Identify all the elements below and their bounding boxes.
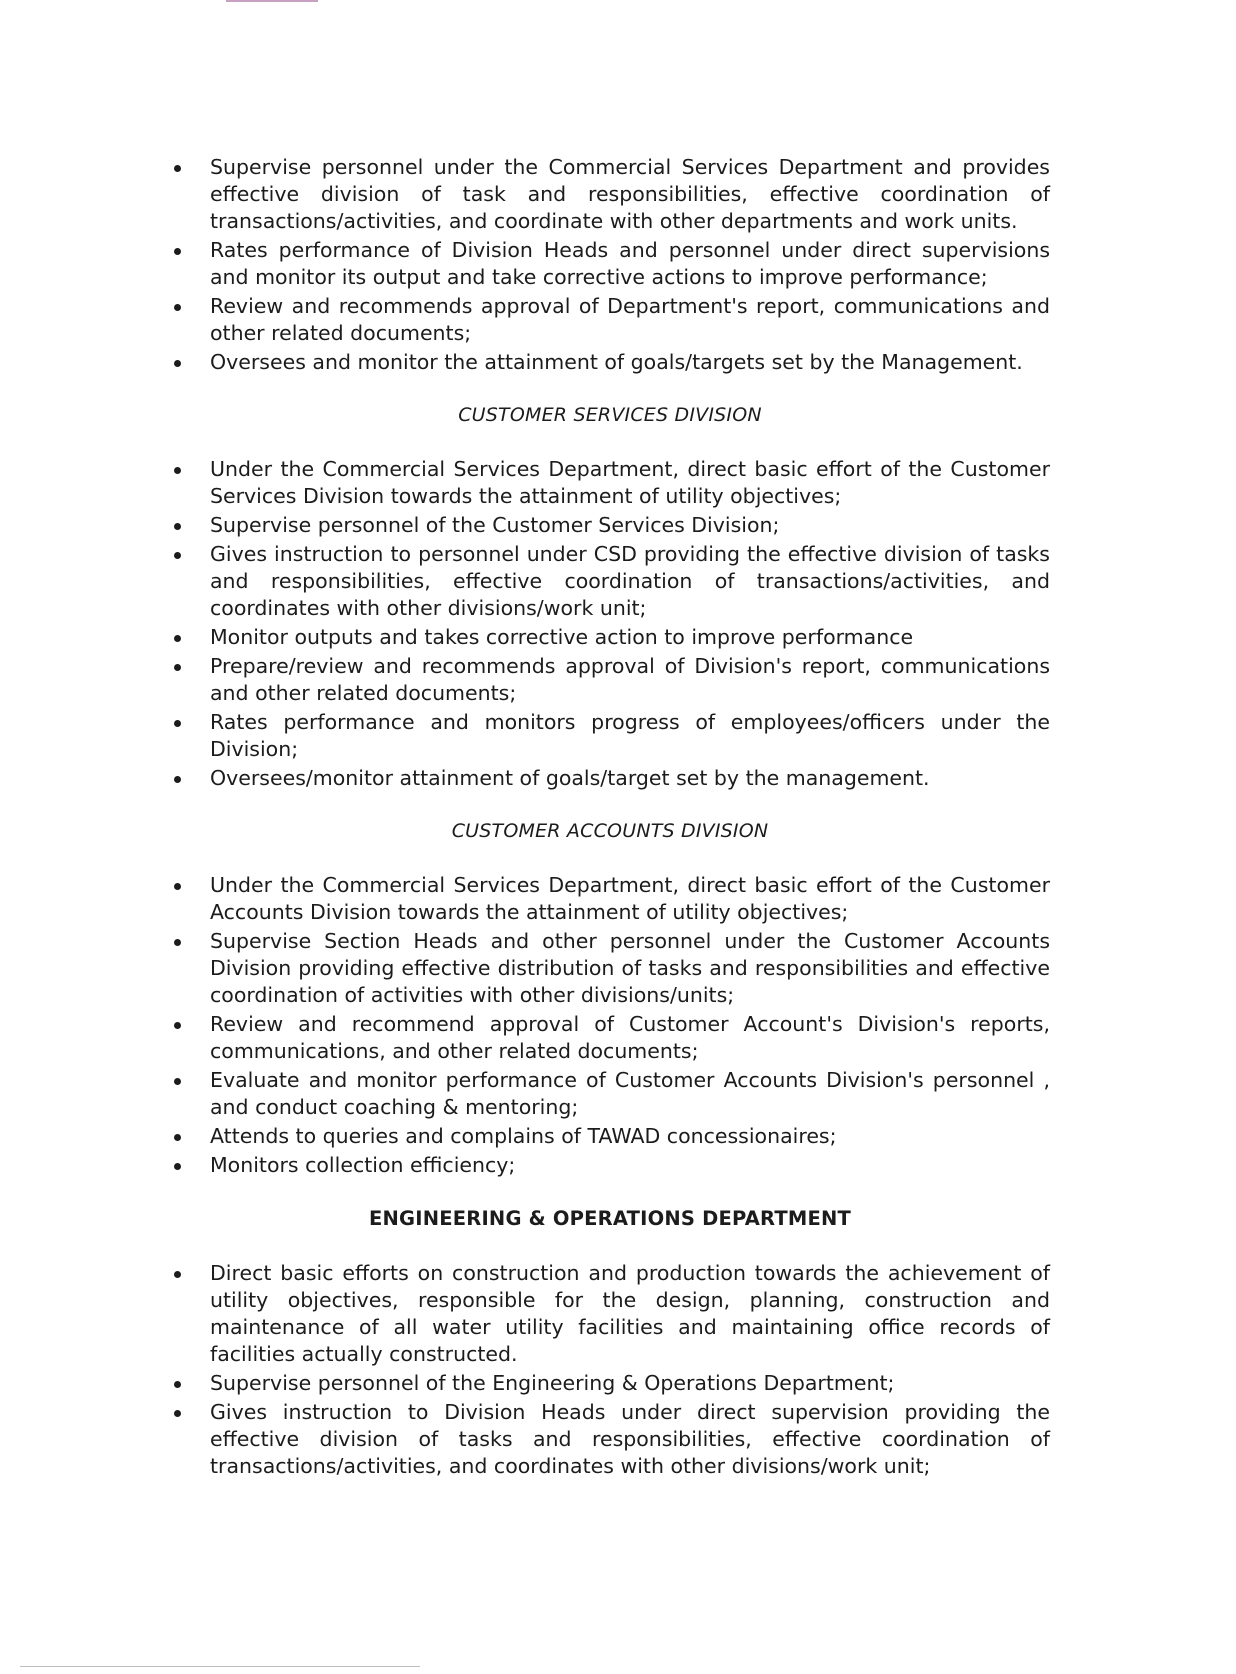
list-item-text: Prepare/review and recommends approval of Division's report, communications and other related documents; (210, 654, 1050, 705)
bullet-icon (174, 776, 181, 783)
list-item (170, 624, 1050, 651)
scan-edge-mark (226, 0, 318, 2)
bullet-icon (174, 304, 181, 311)
list-item-text: Under the Commercial Services Department, direct basic effort of the Customer Services Division towards the attainment of utility objectives; (210, 457, 1050, 508)
list-item (170, 293, 1050, 347)
list-item-text: Monitor outputs and takes corrective action to improve performance (210, 625, 914, 649)
bullet-icon (174, 467, 181, 474)
document-page (170, 154, 1050, 1482)
bullet-icon (174, 1271, 181, 1278)
list-item-text: Attends to queries and complains of TAWAD concessionaires; (210, 1124, 837, 1148)
bullet-icon (174, 664, 181, 671)
list-item-text: Monitors collection efficiency; (210, 1153, 516, 1177)
list-item (170, 928, 1050, 1009)
list-item (170, 765, 1050, 792)
list-item-text: Review and recommend approval of Customer Account's Division's reports, communications, and other related documents; (210, 1012, 1050, 1063)
list-item-text: Supervise personnel of the Customer Services Division; (210, 513, 780, 537)
bullet-icon (174, 883, 181, 890)
bullet-icon (174, 248, 181, 255)
bullet-icon (174, 1163, 181, 1170)
list-item-text: Oversees and monitor the attainment of goals/targets set by the Management. (210, 350, 1023, 374)
list-item (170, 1260, 1050, 1368)
list-item (170, 541, 1050, 622)
bullet-icon (174, 1410, 181, 1417)
list-item-text: Rates performance and monitors progress of employees/officers under the Division; (210, 710, 1050, 761)
bullet-icon (174, 720, 181, 727)
list-item (170, 1123, 1050, 1150)
top-section-list (170, 154, 1050, 376)
list-item-text: Under the Commercial Services Department, direct basic effort of the Customer Accounts Division towards the attainment of utility objectives; (210, 873, 1050, 924)
list-item-text: Rates performance of Division Heads and personnel under direct supervisions and monitor its output and take corrective actions to improve performance; (210, 238, 1050, 289)
list-item (170, 1399, 1050, 1480)
bullet-icon (174, 165, 181, 172)
engineering-operations-list (170, 1260, 1050, 1480)
customer-services-heading: CUSTOMER SERVICES DIVISION (458, 404, 762, 426)
bullet-icon (174, 360, 181, 367)
scan-edge-line (20, 1666, 420, 1667)
bullet-icon (174, 1381, 181, 1388)
list-item (170, 1067, 1050, 1121)
list-item (170, 154, 1050, 235)
list-item (170, 653, 1050, 707)
list-item (170, 709, 1050, 763)
bullet-icon (174, 1134, 181, 1141)
engineering-operations-heading: ENGINEERING & OPERATIONS DEPARTMENT (369, 1207, 851, 1230)
list-item (170, 237, 1050, 291)
bullet-icon (174, 1078, 181, 1085)
list-item (170, 1370, 1050, 1397)
list-item-text: Review and recommends approval of Department's report, communications and other related documents; (210, 294, 1050, 345)
list-item (170, 512, 1050, 539)
list-item-text: Gives instruction to personnel under CSD providing the effective division of tasks and responsibilities, effective coordination of transactions/activities, and coordinates with other divisions/work unit; (210, 542, 1050, 620)
list-item-text: Evaluate and monitor performance of Customer Accounts Division's personnel , and conduct coaching & mentoring; (210, 1068, 1050, 1119)
list-item (170, 456, 1050, 510)
bullet-icon (174, 1022, 181, 1029)
customer-accounts-list (170, 872, 1050, 1179)
bullet-icon (174, 635, 181, 642)
list-item (170, 872, 1050, 926)
bullet-icon (174, 552, 181, 559)
list-item-text: Direct basic efforts on construction and production towards the achievement of utility objectives, responsible for the design, planning, construction and maintenance of all water utility facilities and maintaining office records of facilities actually constructed. (210, 1261, 1050, 1366)
list-item-text: Supervise personnel under the Commercial Services Department and provides effective division of task and responsibilities, effective coordination of transactions/activities, and coordinate with other departments and work units. (210, 155, 1050, 233)
list-item-text: Gives instruction to Division Heads under direct supervision providing the effective division of tasks and responsibilities, effective coordination of transactions/activities, and coordinates with other divisions/work unit; (210, 1400, 1050, 1478)
bullet-icon (174, 939, 181, 946)
bullet-icon (174, 523, 181, 530)
customer-accounts-heading: CUSTOMER ACCOUNTS DIVISION (451, 820, 769, 842)
customer-services-list (170, 456, 1050, 792)
list-item (170, 1152, 1050, 1179)
list-item-text: Oversees/monitor attainment of goals/target set by the management. (210, 766, 930, 790)
list-item-text: Supervise personnel of the Engineering & Operations Department; (210, 1371, 895, 1395)
list-item (170, 349, 1050, 376)
list-item (170, 1011, 1050, 1065)
list-item-text: Supervise Section Heads and other personnel under the Customer Accounts Division providing effective distribution of tasks and responsibilities and effective coordination of activities with other divisions/units; (210, 929, 1050, 1007)
